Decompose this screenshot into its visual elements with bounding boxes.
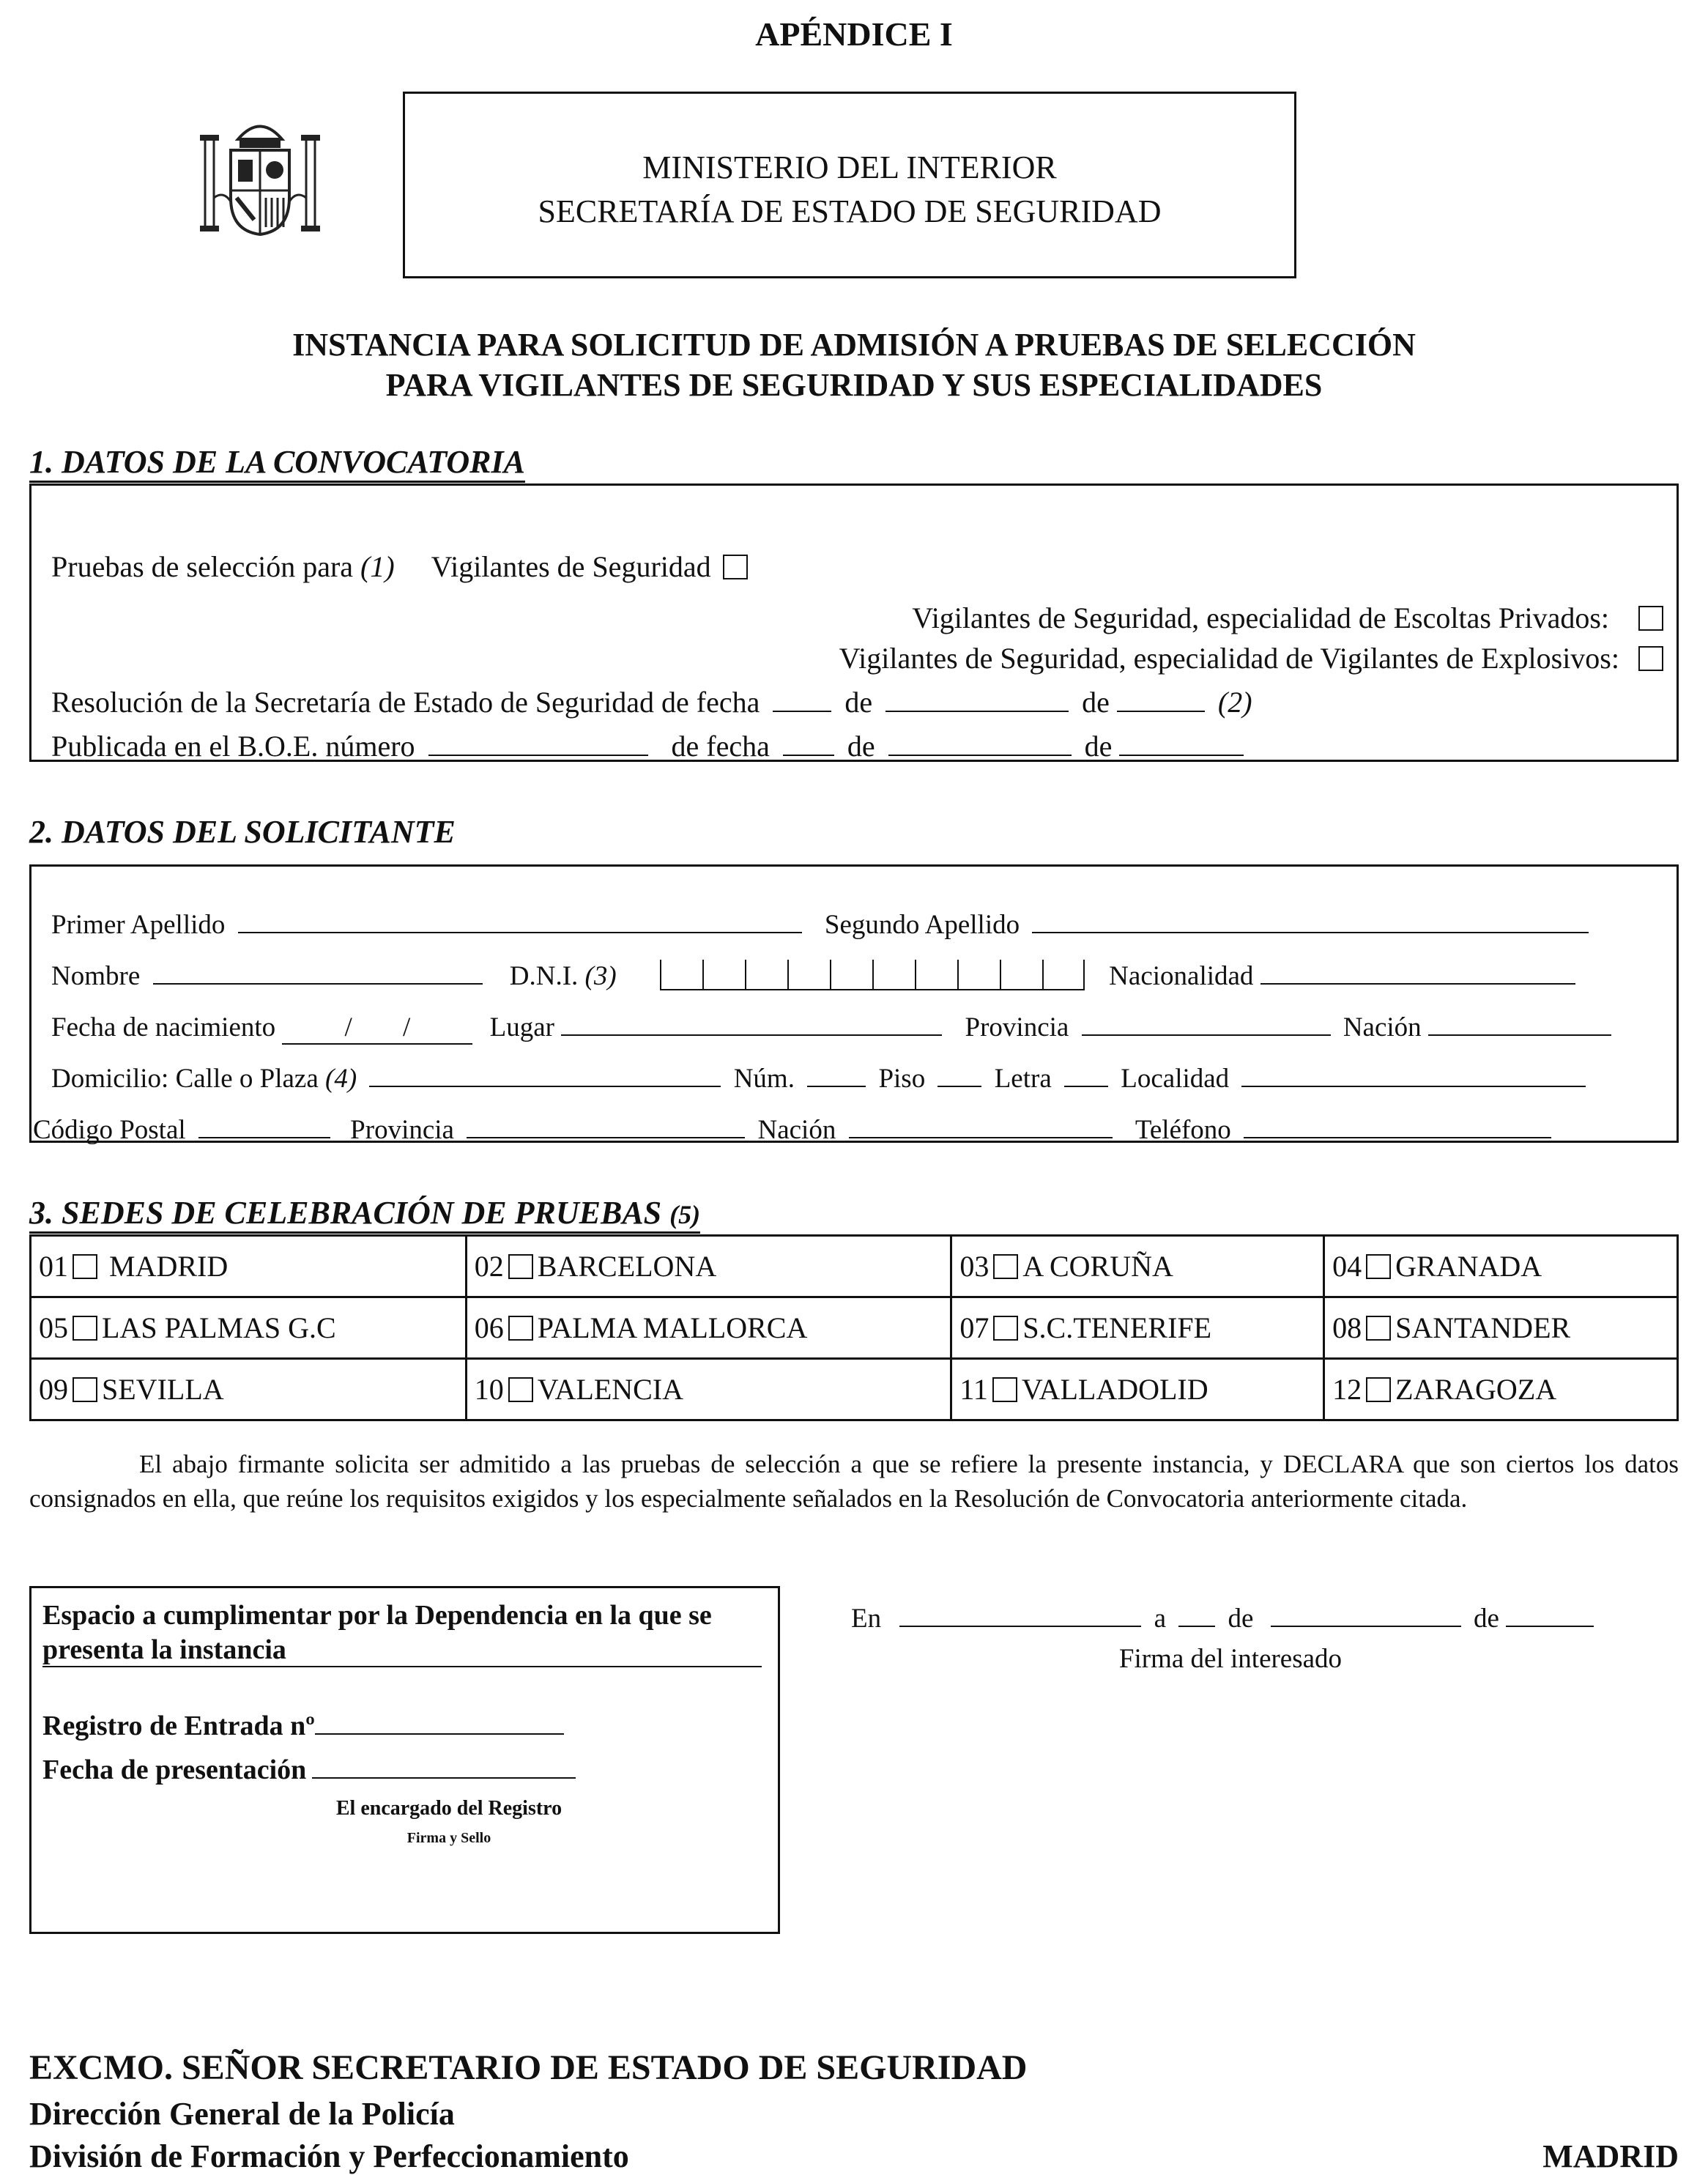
localidad-label: Localidad — [1121, 1064, 1230, 1094]
nombre-label: Nombre — [51, 961, 141, 991]
piso-field[interactable] — [937, 1059, 981, 1087]
resolucion-day-field[interactable] — [773, 681, 831, 712]
de-label-1: de — [1228, 1604, 1254, 1634]
sede-checkbox[interactable] — [993, 1316, 1018, 1341]
resolucion-month-field[interactable] — [885, 681, 1069, 712]
dni-boxes[interactable] — [660, 960, 1085, 990]
section2-title: 2. DATOS DEL SOLICITANTE — [29, 814, 456, 850]
codigo-postal-label: Código Postal — [33, 1115, 186, 1145]
addressee-line1: EXCMO. SEÑOR SECRETARIO DE ESTADO DE SEGURIDAD — [29, 2048, 1028, 2087]
signature-row — [851, 1598, 1600, 1634]
de-label-2: de — [1473, 1604, 1499, 1634]
sede-checkbox[interactable] — [73, 1254, 97, 1279]
coat-of-arms-icon — [194, 110, 326, 242]
postal-row — [33, 1110, 1557, 1146]
sede-number: 08 — [1332, 1311, 1362, 1344]
sede-cell[interactable] — [31, 1359, 467, 1420]
boe-number-field[interactable] — [428, 725, 648, 756]
sede-name: SANTANDER — [1395, 1311, 1571, 1344]
nombre-row — [51, 956, 1581, 992]
sede-number: 06 — [474, 1311, 504, 1344]
sede-number: 02 — [474, 1250, 504, 1283]
segundo-apellido-label: Segundo Apellido — [824, 910, 1020, 940]
registro-entrada-label: Registro de Entrada nº — [42, 1711, 315, 1741]
sede-name: BARCELONA — [537, 1250, 717, 1283]
sede-checkbox[interactable] — [993, 1254, 1018, 1279]
sede-cell[interactable] — [31, 1236, 467, 1297]
sede-checkbox[interactable] — [1366, 1254, 1391, 1279]
table-row — [31, 1359, 1678, 1420]
registry-title-line2: presenta la instancia — [42, 1634, 762, 1667]
ministry-box — [403, 92, 1296, 278]
explosivos-checkbox[interactable] — [1638, 646, 1663, 671]
firma-interesado-label: Firma del interesado — [1118, 1644, 1343, 1674]
sede-cell[interactable] — [466, 1359, 951, 1420]
primer-apellido-field[interactable] — [238, 905, 802, 933]
sede-cell[interactable] — [466, 1297, 951, 1359]
lugar-firma-field[interactable] — [899, 1598, 1141, 1627]
registro-entrada-row — [42, 1705, 570, 1742]
fecha-presentacion-label: Fecha de presentación — [42, 1755, 307, 1785]
domicilio-field[interactable] — [369, 1059, 721, 1087]
registro-entrada-field[interactable] — [315, 1705, 564, 1735]
primer-apellido-label: Primer Apellido — [51, 910, 226, 940]
en-label: En — [851, 1604, 882, 1634]
sede-name: ZARAGOZA — [1395, 1373, 1557, 1406]
sede-name: MADRID — [109, 1250, 229, 1283]
domicilio-label: Domicilio: Calle o Plaza — [51, 1064, 319, 1094]
vigilantes-checkbox[interactable] — [723, 555, 748, 579]
fecha-nacimiento-label: Fecha de nacimiento — [51, 1012, 276, 1042]
note-4: (4) — [325, 1064, 357, 1094]
option-escoltas-label: Vigilantes de Seguridad, especialidad de Escoltas Privados: — [912, 601, 1609, 634]
telefono-label: Teléfono — [1135, 1115, 1231, 1145]
nombre-field[interactable] — [153, 956, 483, 985]
domicilio-row — [51, 1059, 1592, 1094]
sede-checkbox[interactable] — [73, 1316, 97, 1341]
localidad-field[interactable] — [1241, 1059, 1586, 1087]
resolucion-row — [51, 681, 1252, 719]
pruebas-row — [51, 549, 752, 584]
segundo-apellido-field[interactable] — [1032, 905, 1589, 933]
encargado-label: El encargado del Registro — [335, 1797, 562, 1820]
option-vigilantes-label: Vigilantes de Seguridad — [431, 550, 711, 583]
sedes-table — [29, 1234, 1679, 1421]
boe-day-field[interactable] — [783, 725, 834, 756]
nacionalidad-label: Nacionalidad — [1109, 961, 1254, 991]
nacion2-label: Nación — [757, 1115, 836, 1145]
sede-checkbox[interactable] — [1366, 1316, 1391, 1341]
nacion2-field[interactable] — [849, 1110, 1113, 1138]
sede-number: 05 — [39, 1311, 68, 1344]
lugar-field[interactable] — [561, 1007, 942, 1036]
boe-row — [51, 725, 1250, 763]
fecha-nacimiento-field[interactable] — [282, 1012, 472, 1045]
sede-checkbox[interactable] — [73, 1377, 97, 1402]
mes-firma-field[interactable] — [1271, 1598, 1461, 1627]
addressee-line2: Dirección General de la Policía — [29, 2096, 455, 2132]
sede-cell[interactable] — [466, 1236, 951, 1297]
escoltas-row — [912, 601, 1668, 635]
lugar-label: Lugar — [489, 1012, 555, 1042]
piso-label: Piso — [878, 1064, 926, 1094]
sede-number: 03 — [959, 1250, 989, 1283]
nacion-label: Nación — [1343, 1012, 1422, 1042]
pruebas-label: Pruebas de selección para — [51, 550, 354, 583]
sede-cell[interactable] — [951, 1297, 1324, 1359]
provincia2-field[interactable] — [467, 1110, 745, 1138]
sede-number: 01 — [39, 1250, 68, 1283]
sede-checkbox[interactable] — [992, 1377, 1017, 1402]
city-label: MADRID — [1542, 2138, 1679, 2174]
sede-checkbox[interactable] — [508, 1377, 533, 1402]
sede-number: 12 — [1332, 1373, 1362, 1406]
sede-name: GRANADA — [1395, 1250, 1542, 1283]
resolucion-de-1: de — [844, 686, 873, 719]
codigo-postal-field[interactable] — [198, 1110, 330, 1138]
escoltas-checkbox[interactable] — [1638, 606, 1663, 631]
sede-number: 04 — [1332, 1250, 1362, 1283]
section1-title: 1. DATOS DE LA CONVOCATORIA — [29, 443, 525, 483]
sede-name: S.C.TENERIFE — [1022, 1311, 1212, 1344]
resolucion-de-2: de — [1082, 686, 1110, 719]
fecha-presentacion-row — [42, 1749, 582, 1786]
resolucion-label: Resolución de la Secretaría de Estado de Seguridad de fecha — [51, 686, 760, 719]
letra-label: Letra — [994, 1064, 1052, 1094]
registry-box — [29, 1586, 780, 1934]
explosivos-row — [839, 641, 1668, 675]
anio-firma-field[interactable] — [1506, 1598, 1594, 1627]
sede-number: 09 — [39, 1373, 68, 1406]
resolucion-year-field[interactable] — [1117, 681, 1205, 712]
appendix-title: APÉNDICE I — [755, 15, 953, 53]
addressee-line3: División de Formación y Perfeccionamiento — [29, 2138, 629, 2174]
form-title-line1: INSTANCIA PARA SOLICITUD DE ADMISIÓN A PRUEBAS DE SELECCIÓN — [292, 327, 1416, 363]
sede-number: 10 — [474, 1373, 504, 1406]
form-title-line2: PARA VIGILANTES DE SEGURIDAD Y SUS ESPECIALIDADES — [385, 367, 1323, 403]
num-label: Núm. — [733, 1064, 795, 1094]
slash-2: / — [403, 1012, 411, 1042]
table-row — [31, 1297, 1678, 1359]
sede-cell[interactable] — [31, 1297, 467, 1359]
apellidos-row — [51, 905, 1594, 941]
declaration-text: El abajo firmante solicita ser admitido a las pruebas de selección a que se refiere la presente instancia, y DECLARA que son ciertos los datos consignados en ella, que reúne los requisitos exigidos y los especialmente señalados en la Resolución de Convocatoria anteriormente citada. — [29, 1450, 1679, 1513]
firma-sello-label: Firma y Sello — [406, 1830, 491, 1846]
registry-title-line1: Espacio a cumplimentar por la Dependencia en la que se — [42, 1600, 712, 1631]
table-row — [31, 1236, 1678, 1297]
sede-cell[interactable] — [951, 1236, 1324, 1297]
boe-de-2: de — [1084, 730, 1113, 763]
sede-number: 11 — [959, 1373, 988, 1406]
sede-name: VALLADOLID — [1021, 1373, 1208, 1406]
dni-label: D.N.I. — [509, 961, 579, 991]
sede-cell[interactable] — [951, 1359, 1324, 1420]
boe-year-field[interactable] — [1119, 725, 1244, 756]
provincia-label: Provincia — [965, 1012, 1069, 1042]
dia-firma-field[interactable] — [1178, 1598, 1215, 1627]
nacionalidad-field[interactable] — [1260, 956, 1575, 985]
fecha-presentacion-field[interactable] — [312, 1749, 576, 1779]
section3-title-text: 3. SEDES DE CELEBRACIÓN DE PRUEBAS — [29, 1195, 662, 1231]
sede-name: PALMA MALLORCA — [537, 1311, 808, 1344]
boe-de-1: de — [847, 730, 875, 763]
boe-de-fecha: de fecha — [671, 730, 770, 763]
nacimiento-row — [51, 1007, 1617, 1045]
sede-checkbox[interactable] — [508, 1316, 533, 1341]
sede-checkbox[interactable] — [1366, 1377, 1391, 1402]
note-1: (1) — [360, 550, 395, 583]
nacion-field[interactable] — [1428, 1007, 1611, 1036]
boe-month-field[interactable] — [888, 725, 1072, 756]
sede-name: LAS PALMAS G.C — [102, 1311, 336, 1344]
sede-cell[interactable] — [1324, 1236, 1678, 1297]
sede-name: SEVILLA — [102, 1373, 224, 1406]
sede-cell[interactable] — [1324, 1297, 1678, 1359]
note-5: (5) — [669, 1200, 701, 1229]
sede-cell[interactable] — [1324, 1359, 1678, 1420]
letra-field[interactable] — [1064, 1059, 1108, 1087]
sede-number: 07 — [959, 1311, 989, 1344]
sede-name: VALENCIA — [537, 1373, 684, 1406]
provincia2-label: Provincia — [350, 1115, 454, 1145]
sede-name: A CORUÑA — [1022, 1250, 1173, 1283]
note-2: (2) — [1217, 686, 1252, 719]
slash-1: / — [344, 1012, 352, 1042]
sede-checkbox[interactable] — [508, 1254, 533, 1279]
a-label: a — [1154, 1604, 1167, 1634]
boe-label: Publicada en el B.O.E. número — [51, 730, 415, 763]
ministry-name: MINISTERIO DEL INTERIOR — [642, 149, 1057, 185]
num-field[interactable] — [807, 1059, 866, 1087]
provincia-field[interactable] — [1082, 1007, 1331, 1036]
secretariat-name: SECRETARÍA DE ESTADO DE SEGURIDAD — [538, 193, 1162, 229]
note-3: (3) — [584, 961, 617, 991]
option-explosivos-label: Vigilantes de Seguridad, especialidad de Vigilantes de Explosivos: — [839, 642, 1619, 675]
section3-title — [29, 1194, 700, 1234]
telefono-field[interactable] — [1244, 1110, 1551, 1138]
